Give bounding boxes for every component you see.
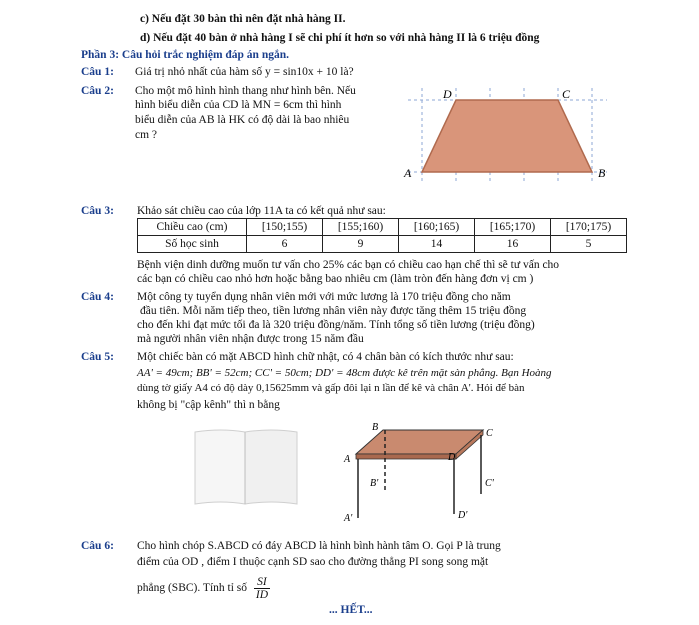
label-A: A — [404, 166, 412, 180]
table-figure — [338, 422, 498, 526]
fraction-denominator: ID — [255, 589, 269, 601]
q4-label: Câu 4: — [81, 291, 114, 303]
paper-right-page — [245, 430, 297, 504]
label-B1: B' — [370, 478, 379, 489]
label-C: C — [486, 428, 493, 439]
q4-line-2: đầu tiên. Mỗi năm tiếp theo, tiền lương nhân viên này được tăng thêm 15 triệu đồng — [140, 305, 527, 317]
label-D: D — [448, 452, 456, 463]
q4-line-3: cho đến khi đạt mức tối đa là 320 triệu đồng/năm. Tính tổng số tiền lương (triệu đồng) — [137, 319, 535, 331]
q5-line-3: dùng tờ giấy A4 có độ dày 0,15625mm và gấp đôi lại n lần để kê và chân A'. Hỏi để bàn — [137, 382, 525, 394]
option-c: c) Nếu đặt 30 bàn thì nên đặt nhà hàng II. — [140, 13, 346, 25]
table-header-cell: Chiều cao (cm) — [138, 219, 247, 236]
table-cell: 14 — [399, 236, 475, 253]
label-C1: C' — [485, 478, 494, 489]
trapezoid-shape — [422, 100, 592, 172]
q3-intro: Khảo sát chiều cao của lớp 11A ta có kết quả như sau: — [137, 205, 386, 217]
fraction-numerator: SI — [254, 576, 270, 589]
q5-label: Câu 5: — [81, 351, 114, 363]
q2-label: Câu 2: — [81, 85, 114, 97]
label-D1: D' — [458, 510, 468, 521]
table-cell: [155;160) — [323, 219, 399, 236]
option-d — [140, 31, 539, 45]
label-A: A — [344, 454, 351, 465]
q5-line-1: Một chiếc bàn có mặt ABCD hình chữ nhật, có 4 chân bàn có kích thước như sau: — [137, 351, 514, 363]
table-cell: [160;165) — [399, 219, 475, 236]
table-cell: [170;175) — [551, 219, 627, 236]
table-cell: 5 — [551, 236, 627, 253]
table-cell: 16 — [475, 236, 551, 253]
q6-line-1: Cho hình chóp S.ABCD có đáy ABCD là hình bình hành tâm O. Gọi P là trung — [137, 540, 501, 552]
option-d-text: d) Nếu đặt 40 bàn ở nhà hàng I sẽ chi phí ít hơn so với nhà hàng II là 6 triệu đồng — [140, 32, 540, 44]
q5-line-2: AA' = 49cm; BB' = 52cm; CC' = 50cm; DD' = 48cm được kê trên mặt sàn phẳng. Bạn Hoàng — [137, 367, 552, 379]
table-row — [138, 219, 627, 236]
height-table — [137, 218, 627, 253]
q4-line-1: Một công ty tuyển dụng nhân viên mới với mức lương là 170 triệu đồng cho năm — [137, 291, 511, 303]
table-header-cell: Số học sinh — [138, 236, 247, 253]
table-row — [138, 236, 627, 253]
part3-title: Phần 3: Câu hỏi trắc nghiệm đáp án ngắn. — [81, 49, 289, 61]
q4-line-4: mà người nhân viên nhận được trong 15 năm đầu — [137, 333, 364, 345]
q2-line-3: biểu diễn của AB là HK có độ dài là bao nhiêu — [135, 114, 350, 126]
label-B: B — [598, 166, 606, 180]
q2-line-4: cm ? — [135, 129, 158, 141]
q6-label: Câu 6: — [81, 540, 114, 552]
label-D: D — [443, 87, 452, 101]
q3-label: Câu 3: — [81, 205, 114, 217]
table-cell: 9 — [323, 236, 399, 253]
q3-after-2: các bạn có chiều cao nhỏ hơn hoặc bằng bao nhiêu cm (làm tròn đến hàng đơn vị cm ) — [137, 273, 534, 285]
paper-left-page — [195, 430, 245, 504]
trapezoid-figure — [392, 84, 632, 189]
q2-line-1: Cho một mô hình hình thang như hình bên. Nếu — [135, 85, 356, 97]
table-front-edge — [356, 454, 456, 459]
q6-last-prefix: phẳng (SBC). Tính tỉ số — [137, 582, 248, 595]
ratio-fraction — [254, 576, 270, 601]
label-A1: A' — [344, 513, 353, 524]
q6-line-3 — [137, 576, 270, 601]
label-C: C — [562, 87, 571, 101]
table-cell: [165;170) — [475, 219, 551, 236]
q6-line-2: điểm của OD , điểm I thuộc cạnh SD sao cho đường thẳng PI song song mặt — [137, 556, 489, 568]
q2-line-2: hình biểu diễn của CD là MN = 6cm thì hình — [135, 99, 342, 111]
paper-figure — [191, 426, 301, 508]
end-marker: ... HẾT... — [329, 604, 373, 616]
q1-label: Câu 1: — [81, 66, 114, 78]
label-B: B — [372, 422, 379, 433]
q1-text: Giá trị nhỏ nhất của hàm số y = sin10x + 10 là? — [135, 66, 354, 78]
table-cell: [150;155) — [247, 219, 323, 236]
table-cell: 6 — [247, 236, 323, 253]
q3-after-1: Bệnh viện dinh dưỡng muốn tư vấn cho 25% các bạn có chiều cao hạn chế thì sẽ tư vấn cho — [137, 259, 560, 271]
q5-line-4: không bị "cập kênh" thì n bằng — [137, 399, 280, 411]
